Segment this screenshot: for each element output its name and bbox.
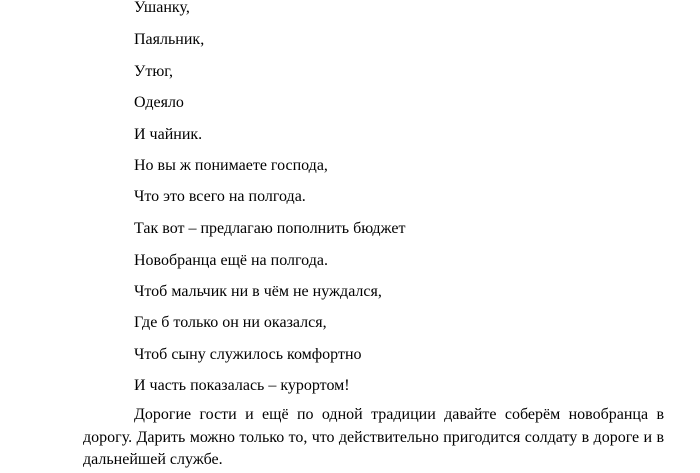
poem-line: Ушанку, [134,0,190,16]
poem-line: Где б только он ни оказался, [134,314,327,331]
poem-line: Утюг, [134,63,174,80]
poem-line: Чтоб мальчик ни в чём не нуждался, [134,283,382,300]
poem-line: И чайник. [134,126,203,143]
poem-line: Паяльник, [134,31,205,48]
poem-line: Что это всего на полгода. [134,188,306,205]
body-paragraph: Дорогие гости и ещё по одной традиции давайте соберём новобранца в дорогу. Дарить можно только то, что действительно пригодится солдату в дороге и в дальнейшей службе. [83,406,664,468]
poem-line: Новобранца ещё на полгода. [134,252,328,269]
poem-line: Так вот – предлагаю пополнить бюджет [134,220,406,237]
poem-line: И часть показалась – курортом! [134,377,350,394]
poem-line: Одеяло [134,94,184,111]
poem-line: Но вы ж понимаете господа, [134,157,328,174]
poem-line: Чтоб сыну служилось комфортно [134,346,362,363]
